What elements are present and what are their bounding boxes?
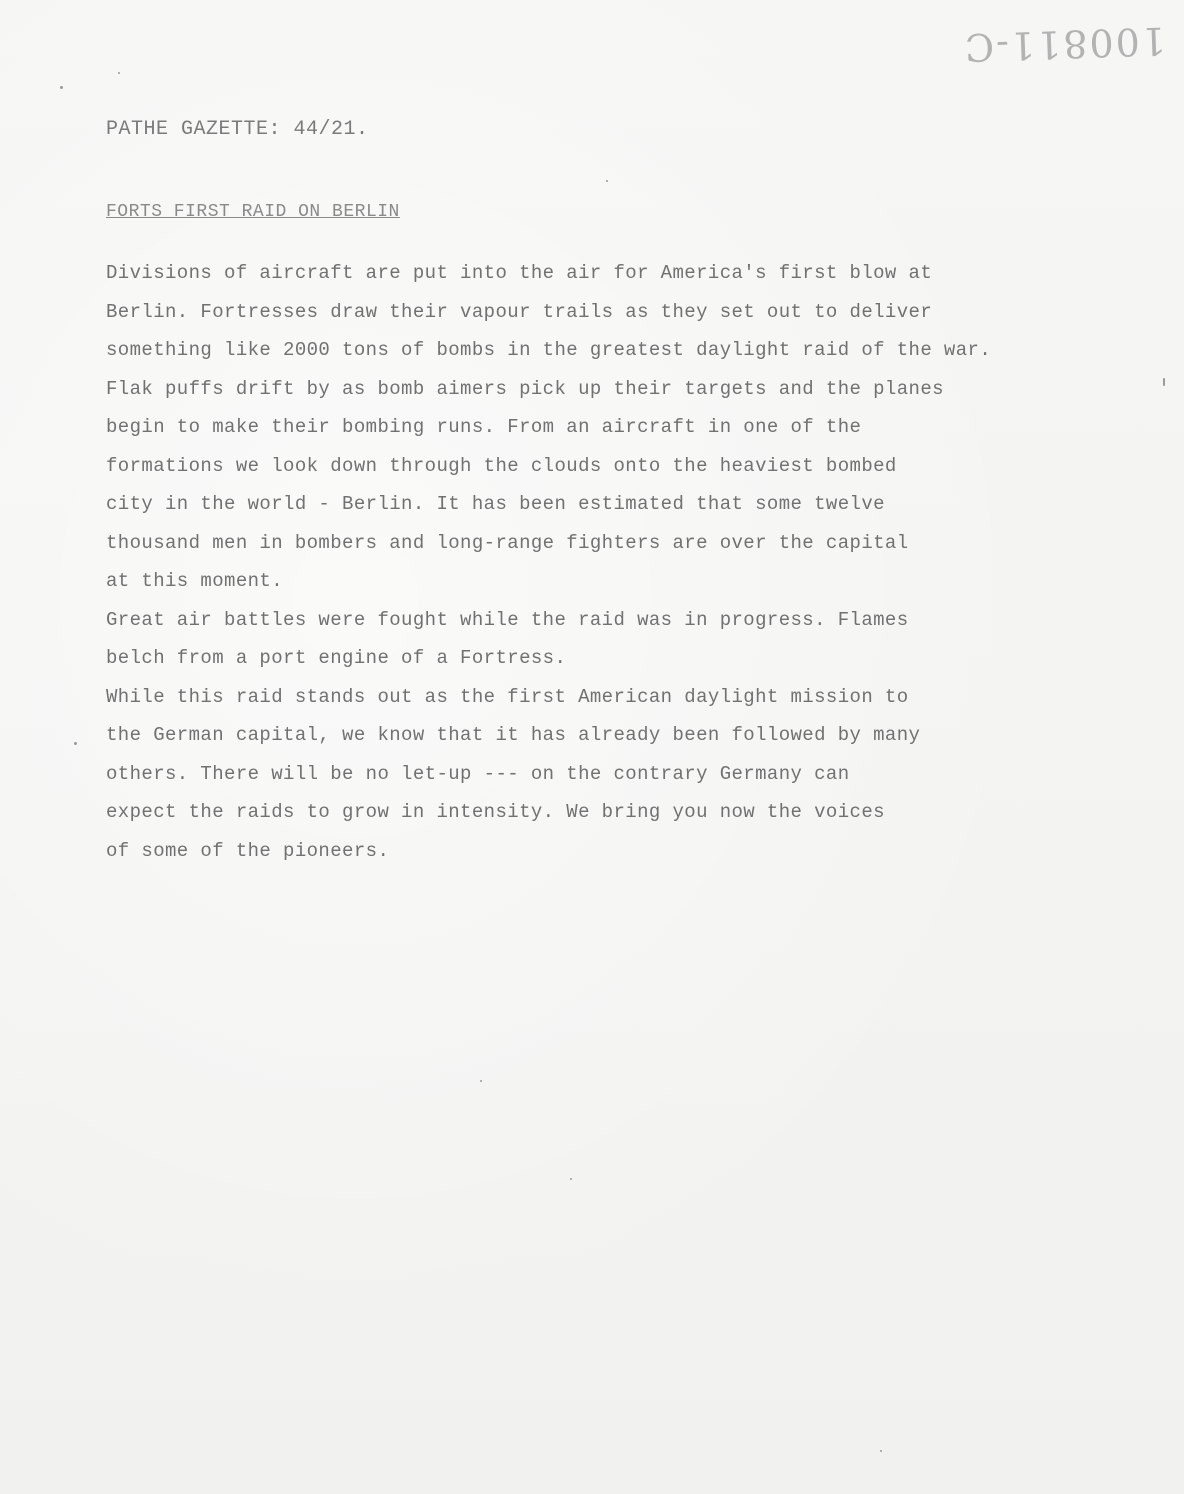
body-line: thousand men in bombers and long-range fighters are over the capital bbox=[106, 531, 909, 554]
body-line: belch from a port engine of a Fortress. bbox=[106, 647, 567, 669]
paper-speck bbox=[570, 1178, 572, 1180]
body-line: city in the world - Berlin. It has been estimated that some twelve bbox=[106, 493, 885, 515]
paper-speck bbox=[480, 1080, 482, 1082]
body-line: Flak puffs drift by as bomb aimers pick up their targets and the planes bbox=[106, 377, 944, 400]
paper-speck bbox=[74, 742, 77, 745]
handwritten-reference-number: 100811-C bbox=[962, 18, 1167, 70]
story-body bbox=[106, 254, 1006, 870]
body-line: Berlin. Fortresses draw their vapour trails as they set out to deliver bbox=[106, 300, 933, 323]
body-line: of some of the pioneers. bbox=[106, 839, 390, 862]
story-title: FORTS FIRST RAID ON BERLIN bbox=[106, 202, 400, 222]
body-line: the German capital, we know that it has already been followed by many bbox=[106, 724, 921, 746]
paper-speck bbox=[118, 72, 120, 74]
body-line: something like 2000 tons of bombs in the greatest daylight raid of the war. bbox=[106, 339, 992, 361]
body-line: others. There will be no let-up --- on the contrary Germany can bbox=[106, 762, 850, 785]
body-line: While this raid stands out as the first American daylight mission to bbox=[106, 685, 909, 708]
paper-speck bbox=[1163, 378, 1165, 386]
body-line: expect the raids to grow in intensity. We bring you now the voices bbox=[106, 801, 885, 823]
paper-speck bbox=[606, 180, 608, 182]
paper-speck bbox=[880, 1450, 882, 1452]
body-line: Great air battles were fought while the raid was in progress. Flames bbox=[106, 608, 909, 631]
body-line: at this moment. bbox=[106, 570, 284, 592]
body-line: formations we look down through the clouds onto the heaviest bombed bbox=[106, 454, 897, 477]
body-line: begin to make their bombing runs. From an aircraft in one of the bbox=[106, 416, 862, 438]
issue-reference: PATHE GAZETTE: 44/21. bbox=[106, 118, 369, 141]
paper-speck bbox=[60, 86, 63, 89]
body-line: Divisions of aircraft are put into the air for America's first blow at bbox=[106, 262, 933, 284]
